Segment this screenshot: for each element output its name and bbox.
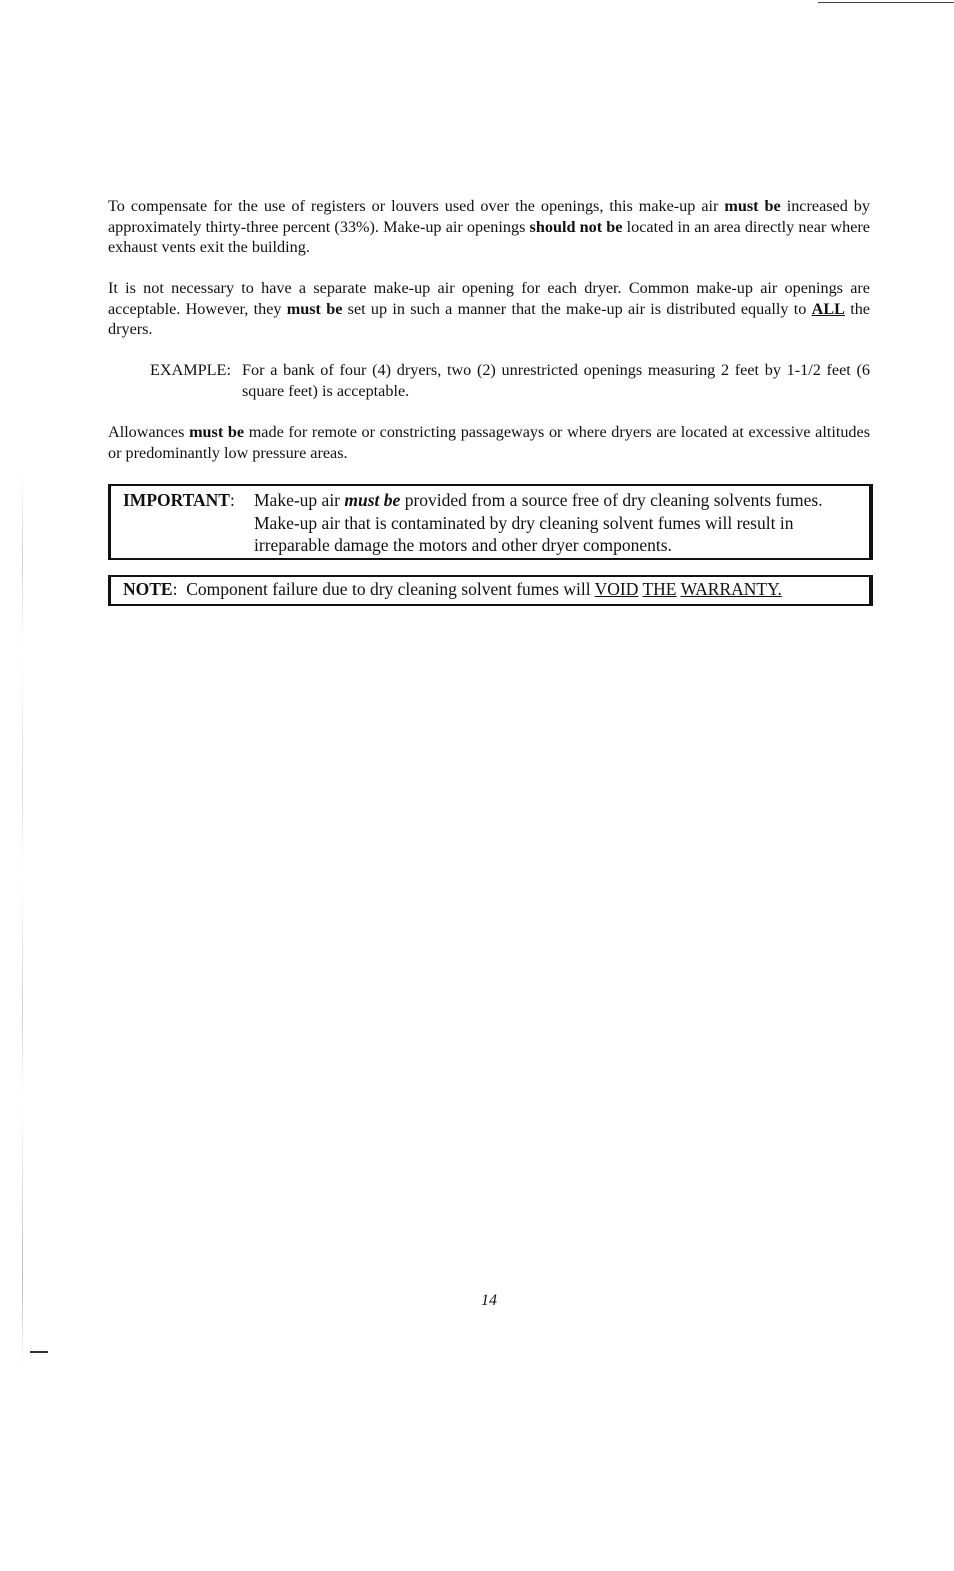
text: set up in such a manner that the make-up air is distributed equally to <box>342 299 812 318</box>
note-text <box>123 578 782 601</box>
important-text <box>254 489 854 557</box>
paragraph-common-openings <box>108 278 870 340</box>
note-label: NOTE <box>123 579 173 599</box>
text: Allowances <box>108 423 190 441</box>
text: Make-up air <box>254 490 345 510</box>
emphasis-must-be: must be <box>189 423 245 441</box>
text: located in an area directly near where exhaust vents exit the building. <box>108 217 870 256</box>
important-notice-box <box>108 484 873 560</box>
text: increased by approximately thirty-three percent (33%). Make-up air openings <box>108 197 870 236</box>
important-label <box>123 489 235 512</box>
warranty-word-the: THE <box>642 579 677 599</box>
paragraph-allowances <box>108 422 870 463</box>
text: provided from a source free of dry cleaning solvents fumes. Make-up air that is contaminated by dry cleaning solvent fumes will result in irreparable damage the motors and other dryer components. <box>254 490 823 555</box>
scan-artifact-left-dash <box>30 1351 48 1353</box>
important-label-colon: : <box>229 490 235 510</box>
emphasis-should-not-be: should not be <box>529 217 623 236</box>
emphasis-all: ALL <box>811 299 845 318</box>
emphasis-must-be: must be <box>286 299 343 318</box>
text: It is not necessary to have a separate make-up air opening for each dryer. Common make-up air openings are acceptable. However, they <box>108 279 870 318</box>
important-label-text: IMPORTANT <box>123 490 230 510</box>
paragraph-registers-louvers <box>108 196 870 258</box>
text: To compensate for the use of registers or louvers used over the openings, this make-up air <box>108 197 725 215</box>
warranty-word-warranty: WARRANTY. <box>680 579 782 599</box>
text: the dryers. <box>108 299 870 338</box>
page-number: 14 <box>481 1292 497 1309</box>
text: Component failure due to dry cleaning solvent fumes will <box>177 579 595 599</box>
scan-artifact-top-line <box>818 2 954 3</box>
note-colon: : <box>172 579 178 599</box>
example-label: EXAMPLE: <box>150 361 231 379</box>
example-text: For a bank of four (4) dryers, two (2) unrestricted openings measuring 2 feet by 1-1/2 feet (6 square feet) is acceptable. <box>242 361 870 400</box>
warranty-note-box <box>108 575 873 606</box>
warranty-word-void: VOID <box>594 579 639 599</box>
emphasis-must-be: must be <box>724 197 781 215</box>
emphasis-must-be: must be <box>344 490 401 510</box>
text: made for remote or constricting passageways or where dryers are located at excessive altitudes or predominantly low pressure areas. <box>108 423 870 462</box>
scan-artifact-left-edge <box>22 470 23 1370</box>
